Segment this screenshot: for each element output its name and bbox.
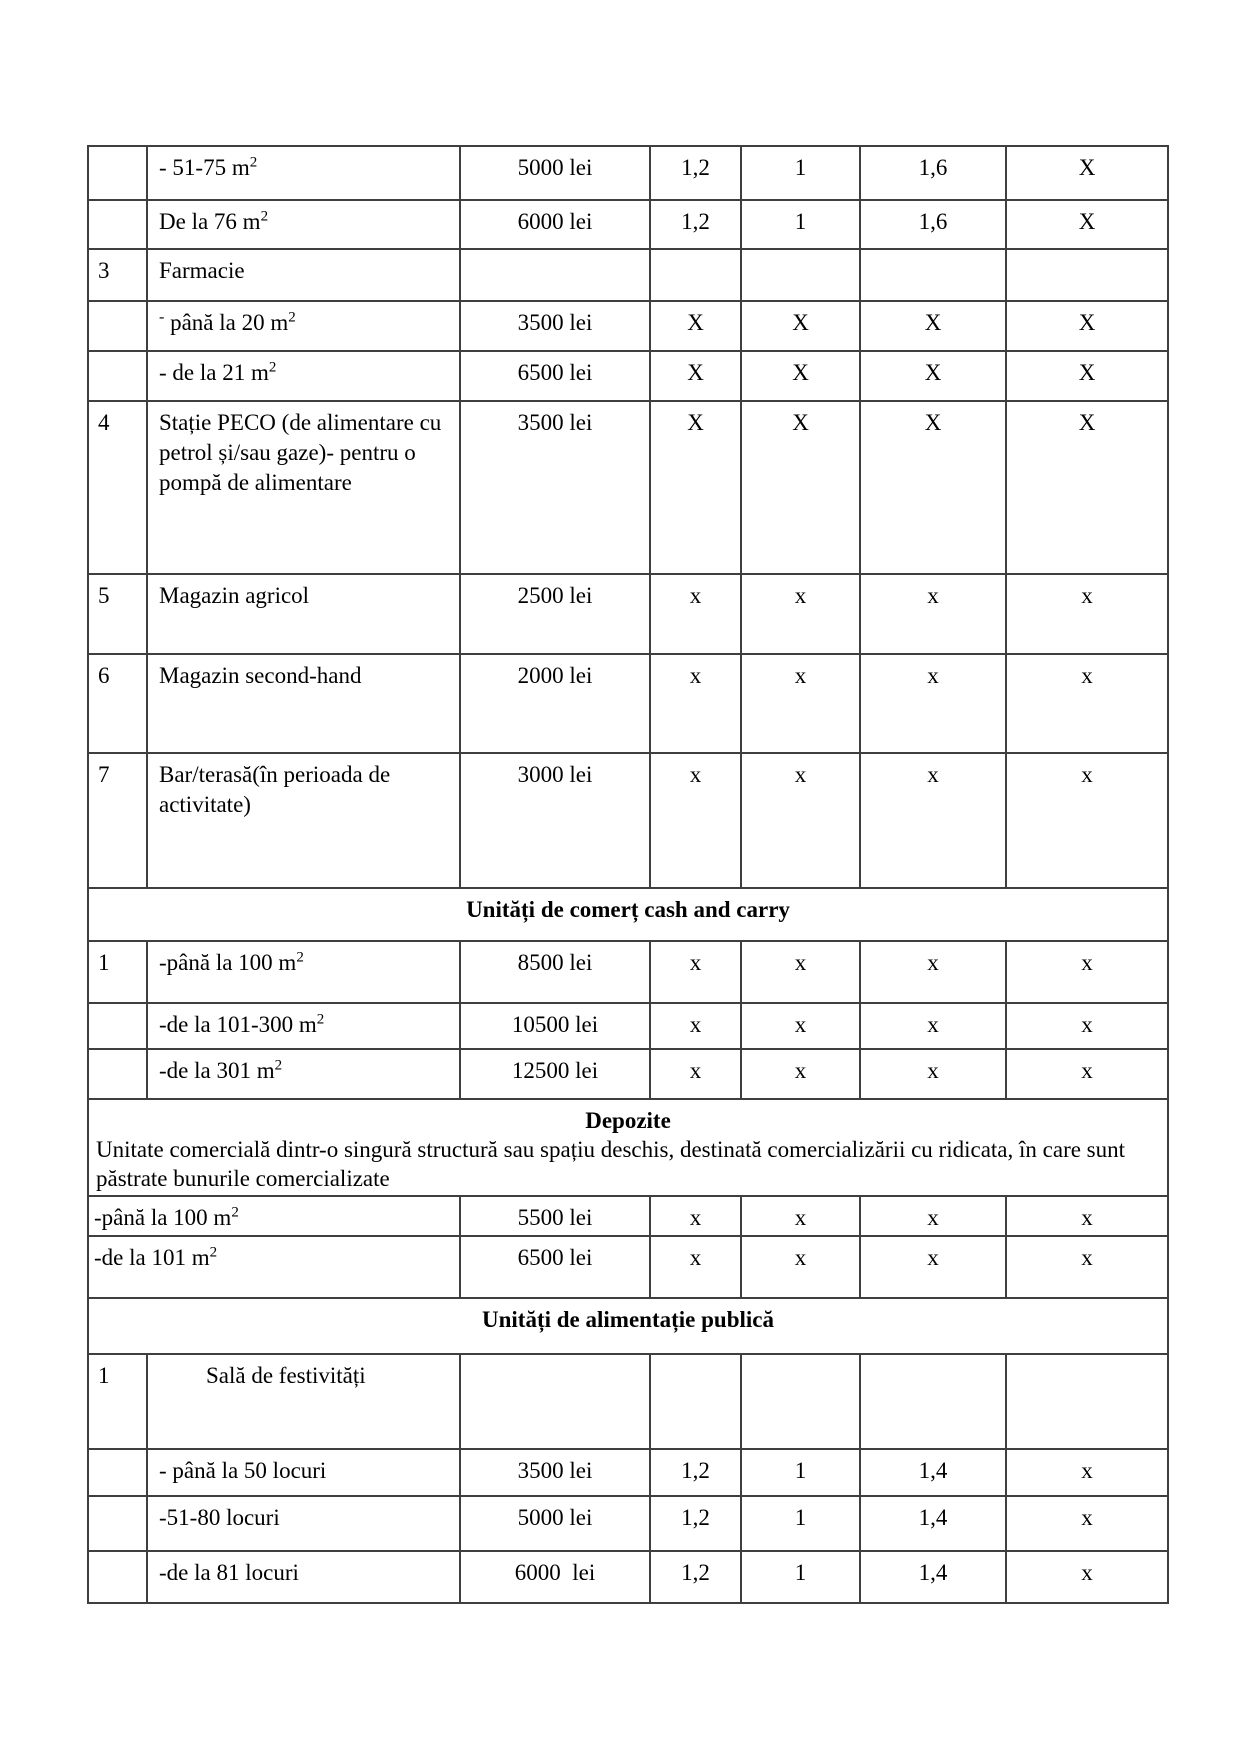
coefficient-cell bbox=[1006, 301, 1168, 351]
coefficient-cell-text: 1,2 bbox=[681, 155, 710, 180]
table-row bbox=[88, 351, 1168, 401]
coefficient-cell-text: x bbox=[1081, 1458, 1093, 1483]
table-row bbox=[88, 301, 1168, 351]
description-cell bbox=[147, 200, 460, 249]
description-cell bbox=[88, 1236, 460, 1298]
coefficient-cell-text: X bbox=[1078, 410, 1096, 435]
description-text: -până la 100 m bbox=[94, 1205, 232, 1230]
row-number-cell-text: 7 bbox=[98, 762, 110, 787]
price-cell bbox=[460, 249, 650, 301]
coefficient-cell-text: x bbox=[927, 762, 939, 787]
price-cell bbox=[460, 351, 650, 401]
price-cell bbox=[460, 1236, 650, 1298]
price-cell-text: 5000 lei bbox=[517, 1505, 593, 1530]
description-cell bbox=[88, 1196, 460, 1236]
row-number-cell bbox=[88, 1449, 147, 1496]
row-number-cell-text: 3 bbox=[98, 258, 110, 283]
table-row bbox=[88, 146, 1168, 200]
coefficient-cell-text: x bbox=[927, 1012, 939, 1037]
row-number-cell-text: 6 bbox=[98, 663, 110, 688]
coefficient-cell-text: x bbox=[1081, 1205, 1093, 1230]
coefficient-cell-text: X bbox=[792, 310, 809, 335]
coefficient-cell-text: x bbox=[689, 1012, 702, 1037]
coefficient-cell bbox=[741, 1049, 860, 1099]
square-meter-superscript: 2 bbox=[268, 359, 277, 376]
coefficient-cell bbox=[741, 146, 860, 200]
coefficient-cell bbox=[1006, 351, 1168, 401]
coefficient-cell bbox=[650, 1354, 741, 1449]
coefficient-cell-text: X bbox=[792, 360, 809, 385]
square-meter-superscript: 2 bbox=[296, 949, 304, 966]
coefficient-cell bbox=[741, 1496, 860, 1551]
price-cell bbox=[460, 1354, 650, 1449]
coefficient-cell bbox=[860, 1354, 1006, 1449]
description-cell bbox=[147, 146, 460, 200]
price-cell-text: 3500 lei bbox=[517, 310, 593, 335]
coefficient-cell bbox=[650, 401, 741, 574]
coefficient-cell-text: X bbox=[924, 360, 942, 385]
table-row bbox=[88, 1496, 1168, 1551]
dash-superscript: - bbox=[159, 308, 165, 326]
square-meter-superscript: 2 bbox=[260, 208, 269, 225]
coefficient-cell bbox=[1006, 146, 1168, 200]
coefficient-cell-text: x bbox=[927, 583, 939, 608]
coefficient-cell bbox=[860, 146, 1006, 200]
row-number-cell bbox=[88, 1551, 147, 1603]
coefficient-cell bbox=[860, 1236, 1006, 1298]
coefficient-cell-text: x bbox=[794, 1012, 807, 1037]
coefficient-cell bbox=[741, 351, 860, 401]
coefficient-cell-text: X bbox=[1078, 360, 1096, 385]
coefficient-cell-text: 1,2 bbox=[681, 209, 710, 234]
coefficient-cell bbox=[650, 301, 741, 351]
description-cell bbox=[147, 249, 460, 301]
row-number-cell bbox=[88, 1049, 147, 1099]
price-cell bbox=[460, 301, 650, 351]
description-text: Bar/terasă(în perioada de activitate) bbox=[159, 762, 391, 817]
row-number-cell bbox=[88, 146, 147, 200]
coefficient-cell-text: 1,2 bbox=[681, 1458, 710, 1483]
coefficient-cell bbox=[860, 1551, 1006, 1603]
price-cell-text: 6000 lei bbox=[517, 209, 593, 234]
section-title: Depozite bbox=[585, 1108, 671, 1133]
coefficient-cell-text: 1,4 bbox=[918, 1505, 948, 1530]
coefficient-cell-text: x bbox=[1081, 1058, 1093, 1083]
table-row bbox=[88, 200, 1168, 249]
coefficient-cell bbox=[650, 1551, 741, 1603]
section-title: Unități de alimentație publică bbox=[482, 1307, 774, 1332]
row-number-cell bbox=[88, 351, 147, 401]
coefficient-cell bbox=[860, 753, 1006, 888]
tariff-table bbox=[87, 145, 1169, 1604]
coefficient-cell-text: x bbox=[794, 1245, 807, 1270]
description-cell bbox=[147, 1496, 460, 1551]
description-text: Farmacie bbox=[159, 258, 245, 283]
description-text: Sală de festivități bbox=[206, 1363, 366, 1388]
table-row bbox=[88, 1003, 1168, 1049]
description-text: până la 20 m bbox=[164, 310, 289, 335]
coefficient-cell-text: X bbox=[924, 310, 942, 335]
description-text: Magazin second-hand bbox=[159, 663, 362, 688]
coefficient-cell-text: x bbox=[1081, 1012, 1093, 1037]
coefficient-cell-text: x bbox=[927, 1058, 939, 1083]
square-meter-superscript: 2 bbox=[249, 154, 258, 171]
coefficient-cell bbox=[741, 654, 860, 753]
coefficient-cell bbox=[741, 1551, 860, 1603]
price-cell-text: 2500 lei bbox=[517, 583, 593, 608]
table-row bbox=[88, 1298, 1168, 1354]
coefficient-cell bbox=[1006, 1496, 1168, 1551]
coefficient-cell-text: 1 bbox=[794, 1505, 807, 1530]
coefficient-cell bbox=[860, 200, 1006, 249]
price-cell bbox=[460, 1551, 650, 1603]
table-row bbox=[88, 249, 1168, 301]
coefficient-cell-text: 1,2 bbox=[681, 1560, 710, 1585]
description-cell bbox=[147, 1449, 460, 1496]
row-number-cell bbox=[88, 654, 147, 753]
section-cell bbox=[88, 1298, 1168, 1354]
section-cell bbox=[88, 888, 1168, 941]
price-cell-text: 3000 lei bbox=[517, 762, 593, 787]
description-text: -51-80 locuri bbox=[159, 1505, 280, 1530]
row-number-cell bbox=[88, 301, 147, 351]
row-number-cell bbox=[88, 1496, 147, 1551]
description-text: -de la 101 m bbox=[94, 1245, 210, 1270]
coefficient-cell-text: x bbox=[794, 950, 807, 975]
coefficient-cell bbox=[741, 1236, 860, 1298]
table-row bbox=[88, 1354, 1168, 1449]
description-text: - până la 50 locuri bbox=[159, 1458, 327, 1483]
coefficient-cell-text: x bbox=[794, 1205, 807, 1230]
coefficient-cell bbox=[1006, 654, 1168, 753]
row-number-cell bbox=[88, 941, 147, 1003]
coefficient-cell bbox=[860, 1049, 1006, 1099]
coefficient-cell-text: x bbox=[927, 1245, 939, 1270]
description-text: -până la 100 m bbox=[159, 950, 297, 975]
table-row bbox=[88, 401, 1168, 574]
coefficient-cell bbox=[650, 1496, 741, 1551]
coefficient-cell-text: x bbox=[794, 762, 807, 787]
coefficient-cell-text: 1 bbox=[794, 1458, 807, 1483]
description-cell bbox=[147, 1551, 460, 1603]
description-cell bbox=[147, 401, 460, 574]
coefficient-cell bbox=[860, 1196, 1006, 1236]
coefficient-cell bbox=[1006, 1049, 1168, 1099]
coefficient-cell bbox=[741, 1196, 860, 1236]
coefficient-cell-text: x bbox=[1081, 1560, 1093, 1585]
price-cell-text: 8500 lei bbox=[517, 950, 593, 975]
coefficient-cell-text: x bbox=[794, 1058, 807, 1083]
coefficient-cell bbox=[741, 401, 860, 574]
coefficient-cell bbox=[860, 301, 1006, 351]
coefficient-cell bbox=[650, 1003, 741, 1049]
coefficient-cell bbox=[650, 146, 741, 200]
coefficient-cell-text: X bbox=[924, 410, 942, 435]
description-cell bbox=[147, 1354, 460, 1449]
coefficient-cell-text: 1,2 bbox=[681, 1505, 710, 1530]
price-cell bbox=[460, 200, 650, 249]
coefficient-cell bbox=[741, 1449, 860, 1496]
coefficient-cell bbox=[741, 1003, 860, 1049]
row-number-cell bbox=[88, 1003, 147, 1049]
square-meter-superscript: 2 bbox=[288, 309, 296, 326]
coefficient-cell bbox=[650, 351, 741, 401]
coefficient-cell bbox=[741, 753, 860, 888]
price-cell bbox=[460, 1049, 650, 1099]
price-cell-text: 6000 lei bbox=[514, 1560, 596, 1585]
coefficient-cell-text: 1 bbox=[794, 155, 807, 180]
row-number-cell-text: 1 bbox=[98, 950, 110, 975]
coefficient-cell bbox=[1006, 753, 1168, 888]
tariff-table-body bbox=[88, 146, 1168, 1603]
coefficient-cell bbox=[741, 249, 860, 301]
coefficient-cell bbox=[650, 574, 741, 654]
coefficient-cell bbox=[650, 200, 741, 249]
coefficient-cell-text: x bbox=[794, 583, 807, 608]
price-cell-text: 5000 lei bbox=[517, 155, 593, 180]
coefficient-cell-text: x bbox=[1081, 1505, 1093, 1530]
price-cell bbox=[460, 1196, 650, 1236]
description-cell bbox=[147, 1003, 460, 1049]
coefficient-cell bbox=[650, 1236, 741, 1298]
description-cell bbox=[147, 574, 460, 654]
coefficient-cell-text: 1,4 bbox=[918, 1560, 948, 1585]
price-cell-text: 12500 lei bbox=[511, 1058, 599, 1083]
description-text: Magazin agricol bbox=[159, 583, 310, 608]
square-meter-superscript: 2 bbox=[231, 1204, 239, 1221]
coefficient-cell bbox=[650, 1449, 741, 1496]
table-row bbox=[88, 1099, 1168, 1196]
coefficient-cell-text: x bbox=[689, 663, 702, 688]
square-meter-superscript: 2 bbox=[316, 1011, 325, 1028]
price-cell-text: 3500 lei bbox=[517, 410, 593, 435]
description-text: -de la 101-300 m bbox=[159, 1012, 317, 1037]
coefficient-cell-text: X bbox=[792, 410, 809, 435]
row-number-cell-text: 1 bbox=[98, 1363, 110, 1388]
coefficient-cell bbox=[1006, 1003, 1168, 1049]
coefficient-cell-text: 1 bbox=[794, 1560, 807, 1585]
coefficient-cell-text: x bbox=[689, 1205, 702, 1230]
coefficient-cell bbox=[741, 200, 860, 249]
description-text: - de la 21 m bbox=[159, 360, 269, 385]
coefficient-cell bbox=[650, 1049, 741, 1099]
square-meter-superscript: 2 bbox=[274, 1057, 283, 1074]
coefficient-cell-text: X bbox=[1078, 310, 1096, 335]
coefficient-cell bbox=[1006, 249, 1168, 301]
coefficient-cell bbox=[650, 249, 741, 301]
description-text: -de la 301 m bbox=[159, 1058, 275, 1083]
table-row bbox=[88, 1449, 1168, 1496]
description-cell bbox=[147, 941, 460, 1003]
row-number-cell bbox=[88, 200, 147, 249]
coefficient-cell bbox=[1006, 1449, 1168, 1496]
description-text: -de la 81 locuri bbox=[159, 1560, 299, 1585]
description-text: De la 76 m bbox=[159, 209, 261, 234]
coefficient-cell bbox=[860, 1449, 1006, 1496]
coefficient-cell-text: X bbox=[687, 360, 704, 385]
coefficient-cell bbox=[860, 351, 1006, 401]
table-row bbox=[88, 1049, 1168, 1099]
row-number-cell bbox=[88, 574, 147, 654]
price-cell bbox=[460, 1449, 650, 1496]
coefficient-cell-text: X bbox=[687, 410, 704, 435]
coefficient-cell bbox=[1006, 1196, 1168, 1236]
price-cell-text: 2000 lei bbox=[517, 663, 593, 688]
coefficient-cell-text: x bbox=[1081, 1245, 1093, 1270]
row-number-cell-text: 4 bbox=[98, 410, 110, 435]
coefficient-cell bbox=[650, 753, 741, 888]
price-cell bbox=[460, 654, 650, 753]
description-text: - 51-75 m bbox=[159, 155, 250, 180]
table-row bbox=[88, 888, 1168, 941]
square-meter-superscript: 2 bbox=[209, 1244, 218, 1261]
coefficient-cell bbox=[860, 1003, 1006, 1049]
row-number-cell bbox=[88, 401, 147, 574]
price-cell bbox=[460, 574, 650, 654]
coefficient-cell-text: x bbox=[1081, 583, 1093, 608]
coefficient-cell-text: x bbox=[689, 583, 702, 608]
coefficient-cell-text: x bbox=[689, 950, 702, 975]
price-cell bbox=[460, 146, 650, 200]
coefficient-cell bbox=[741, 301, 860, 351]
price-cell bbox=[460, 941, 650, 1003]
price-cell bbox=[460, 1496, 650, 1551]
coefficient-cell-text: x bbox=[794, 663, 807, 688]
coefficient-cell bbox=[1006, 1236, 1168, 1298]
description-cell bbox=[147, 301, 460, 351]
coefficient-cell-text: 1 bbox=[794, 209, 807, 234]
coefficient-cell-text: X bbox=[687, 310, 704, 335]
coefficient-cell bbox=[860, 401, 1006, 574]
coefficient-cell-text: 1,6 bbox=[918, 155, 948, 180]
row-number-cell bbox=[88, 1354, 147, 1449]
table-row bbox=[88, 1236, 1168, 1298]
description-cell bbox=[147, 351, 460, 401]
coefficient-cell bbox=[1006, 1551, 1168, 1603]
price-cell-text: 10500 lei bbox=[511, 1012, 599, 1037]
price-cell-text: 3500 lei bbox=[517, 1458, 593, 1483]
price-cell-text: 6500 lei bbox=[517, 360, 593, 385]
row-number-cell bbox=[88, 753, 147, 888]
coefficient-cell bbox=[860, 249, 1006, 301]
section-description: Unitate comercială dintr-o singură structură sau spațiu deschis, destinată comercializării cu ridicata, în care sunt păstrate bunurile comercializate bbox=[96, 1137, 1126, 1191]
coefficient-cell-text: X bbox=[1078, 209, 1096, 234]
table-row bbox=[88, 753, 1168, 888]
table-row bbox=[88, 941, 1168, 1003]
coefficient-cell-text: x bbox=[689, 1245, 702, 1270]
coefficient-cell bbox=[650, 654, 741, 753]
row-number-cell bbox=[88, 249, 147, 301]
price-cell-text: 5500 lei bbox=[517, 1205, 593, 1230]
coefficient-cell-text: 1,6 bbox=[918, 209, 948, 234]
coefficient-cell bbox=[1006, 574, 1168, 654]
description-text: Stație PECO (de alimentare cu petrol și/sau gaze)- pentru o pompă de alimentare bbox=[159, 410, 442, 495]
section-cell bbox=[88, 1099, 1168, 1196]
coefficient-cell-text: x bbox=[689, 762, 702, 787]
price-cell bbox=[460, 1003, 650, 1049]
coefficient-cell bbox=[1006, 1354, 1168, 1449]
coefficient-cell bbox=[741, 941, 860, 1003]
table-row bbox=[88, 574, 1168, 654]
coefficient-cell-text: x bbox=[689, 1058, 702, 1083]
coefficient-cell-text: 1,4 bbox=[918, 1458, 948, 1483]
coefficient-cell bbox=[1006, 401, 1168, 574]
price-cell bbox=[460, 753, 650, 888]
coefficient-cell-text: x bbox=[927, 950, 939, 975]
coefficient-cell-text: x bbox=[1081, 762, 1093, 787]
coefficient-cell-text: x bbox=[927, 1205, 939, 1230]
coefficient-cell bbox=[860, 654, 1006, 753]
coefficient-cell bbox=[860, 574, 1006, 654]
price-cell-text: 6500 lei bbox=[517, 1245, 593, 1270]
row-number-cell-text: 5 bbox=[98, 583, 110, 608]
coefficient-cell-text: x bbox=[1081, 663, 1093, 688]
coefficient-cell-text: X bbox=[1078, 155, 1096, 180]
coefficient-cell bbox=[741, 574, 860, 654]
section-title: Unități de comerț cash and carry bbox=[466, 897, 790, 922]
table-row bbox=[88, 654, 1168, 753]
coefficient-cell-text: x bbox=[927, 663, 939, 688]
coefficient-cell bbox=[1006, 200, 1168, 249]
coefficient-cell-text: x bbox=[1081, 950, 1093, 975]
price-cell bbox=[460, 401, 650, 574]
table-row bbox=[88, 1551, 1168, 1603]
description-cell bbox=[147, 753, 460, 888]
coefficient-cell bbox=[650, 1196, 741, 1236]
description-cell bbox=[147, 1049, 460, 1099]
table-row bbox=[88, 1196, 1168, 1236]
coefficient-cell bbox=[1006, 941, 1168, 1003]
coefficient-cell bbox=[741, 1354, 860, 1449]
coefficient-cell bbox=[860, 1496, 1006, 1551]
coefficient-cell bbox=[860, 941, 1006, 1003]
coefficient-cell bbox=[650, 941, 741, 1003]
description-cell bbox=[147, 654, 460, 753]
